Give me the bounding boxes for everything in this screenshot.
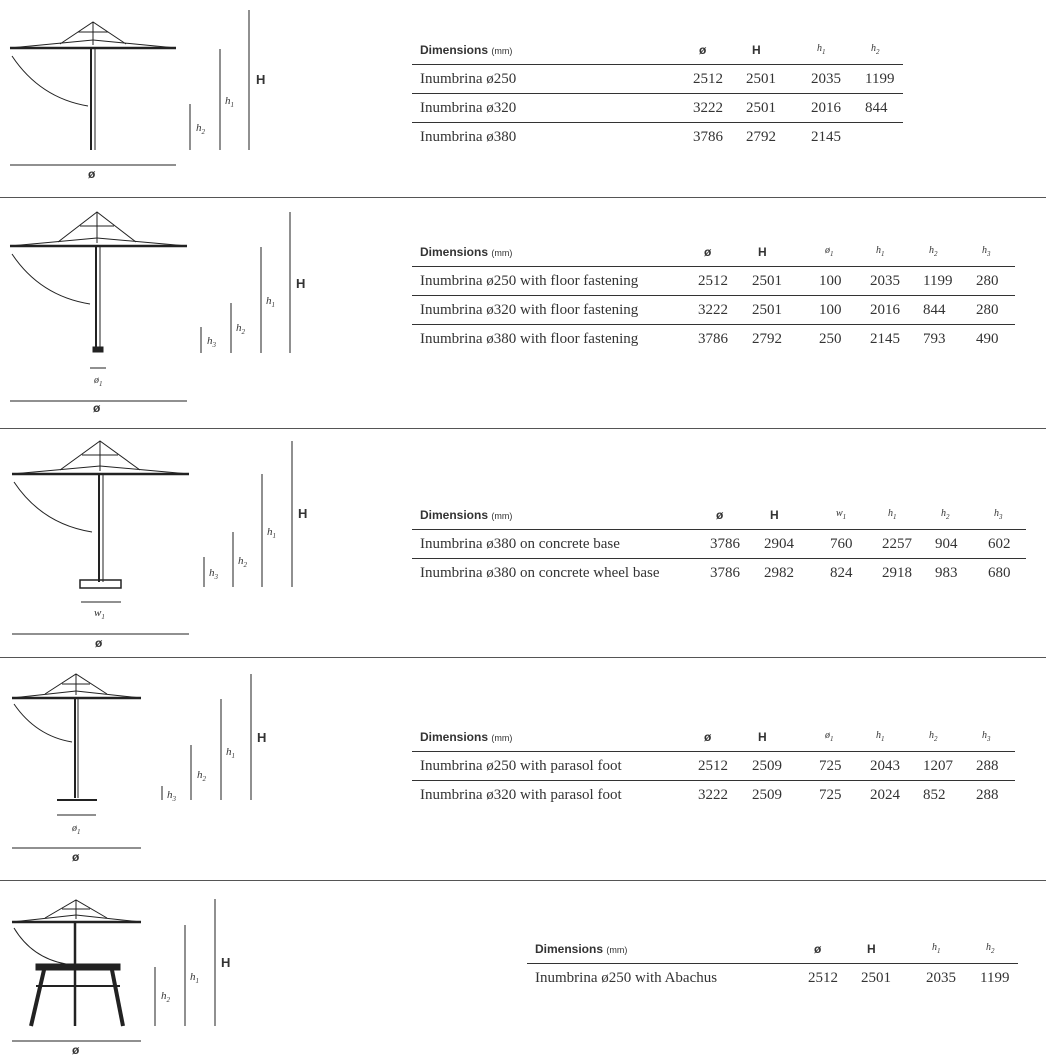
table-cell: 2501 (752, 302, 782, 318)
dimensions-table (412, 240, 1015, 353)
column-header: $h_2$ (941, 508, 950, 521)
table-cell: 2918 (882, 565, 912, 581)
row-label: Inumbrina ø250 with floor fastening (420, 273, 639, 289)
table-cell: 2512 (698, 758, 728, 774)
table-title: Dimensions (mm) (420, 245, 513, 259)
table-header (412, 38, 903, 65)
table-row (412, 325, 1015, 353)
height-label: H (298, 506, 308, 521)
section-divider (0, 428, 1046, 429)
dimensions-table (412, 725, 1015, 809)
base-diameter-label: $ø_1$ (94, 375, 103, 388)
height-label: H (221, 955, 231, 970)
diameter-label: ø (93, 401, 101, 415)
table-cell: 852 (923, 787, 946, 803)
row-label: Inumbrina ø250 (420, 71, 517, 87)
row-label: Inumbrina ø380 with floor fastening (420, 331, 639, 347)
section-divider (0, 657, 1046, 658)
row-label: Inumbrina ø380 (420, 129, 517, 145)
diameter-label: ø (72, 1043, 80, 1057)
column-header: $h_2$ (929, 730, 938, 743)
table-title: Dimensions (mm) (420, 43, 513, 57)
table-cell: 288 (976, 758, 999, 774)
table-row (412, 296, 1015, 325)
table-cell: 2982 (764, 565, 794, 581)
row-label: Inumbrina ø250 with Abachus (535, 970, 718, 986)
column-header: $h_2$ (871, 43, 880, 56)
h1-label: $h_1$ (266, 295, 275, 309)
table-cell: 2512 (698, 273, 728, 289)
table-cell: 3222 (698, 787, 728, 803)
table-cell: 2792 (746, 129, 776, 145)
h2-label: $h_2$ (161, 990, 170, 1004)
column-header: $h_1$ (876, 730, 885, 743)
table-cell: 725 (819, 787, 842, 803)
table-cell: 2509 (752, 787, 782, 803)
column-header: $w_1$ (836, 508, 847, 521)
table-header (412, 240, 1015, 267)
row-label: Inumbrina ø320 with parasol foot (420, 787, 622, 803)
h3-label: $h_3$ (207, 335, 216, 349)
umbrella-drawing-5 (12, 899, 215, 1041)
table-cell: 680 (988, 565, 1011, 581)
column-header: ø (704, 730, 712, 744)
table-row (412, 94, 903, 123)
section-divider (0, 197, 1046, 198)
table-cell: 3786 (698, 331, 728, 347)
height-label: H (296, 276, 306, 291)
table-cell: 100 (819, 273, 842, 289)
h1-label: $h_1$ (226, 746, 235, 760)
width-label: $w_1$ (94, 607, 105, 621)
table-cell: 1199 (980, 970, 1010, 986)
diameter-label: ø (95, 636, 103, 650)
table-cell: 2501 (746, 71, 776, 87)
table-cell: 2035 (811, 71, 841, 87)
diameter-label: ø (72, 850, 80, 864)
column-header: $ø_1$ (825, 245, 834, 258)
column-header: ø (716, 508, 724, 522)
table-cell: 280 (976, 273, 999, 289)
table-title: Dimensions (mm) (535, 942, 628, 956)
table-row (412, 65, 903, 94)
row-label: Inumbrina ø320 (420, 100, 517, 116)
table-cell: 2512 (693, 71, 723, 87)
table-cell: 1199 (923, 273, 953, 289)
table-cell: 3786 (710, 536, 740, 552)
h1-label: $h_1$ (225, 95, 234, 109)
column-header: ø (704, 245, 712, 259)
diameter-label: ø (88, 167, 96, 181)
column-header: $h_3$ (982, 245, 991, 258)
table-cell: 844 (923, 302, 946, 318)
table-cell: 2509 (752, 758, 782, 774)
table-cell: 490 (976, 331, 999, 347)
umbrella-drawing-2 (10, 212, 290, 401)
column-header: H (770, 508, 779, 522)
column-header: $h_1$ (888, 508, 897, 521)
umbrella-drawing-4 (12, 674, 251, 848)
h2-label: $h_2$ (236, 322, 245, 336)
row-label: Inumbrina ø380 on concrete wheel base (420, 565, 660, 581)
table-cell: 2257 (882, 536, 912, 552)
table-row (412, 781, 1015, 809)
table-title: Dimensions (mm) (420, 730, 513, 744)
h3-label: $h_3$ (209, 567, 218, 581)
table-row (412, 530, 1026, 559)
height-label: H (257, 730, 267, 745)
table-header (527, 937, 1018, 964)
table-cell: 2792 (752, 331, 782, 347)
table-cell: 904 (935, 536, 958, 552)
row-label: Inumbrina ø320 with floor fastening (420, 302, 639, 318)
table-cell: 2512 (808, 970, 838, 986)
table-cell: 2501 (752, 273, 782, 289)
column-header: $ø_1$ (825, 730, 834, 743)
table-cell: 602 (988, 536, 1011, 552)
h1-label: $h_1$ (190, 971, 199, 985)
column-header: $h_1$ (932, 942, 941, 955)
table-cell: 288 (976, 787, 999, 803)
table-row (527, 964, 1018, 992)
table-cell: 2043 (870, 758, 900, 774)
umbrella-drawing-1 (10, 10, 249, 165)
table-cell: 2904 (764, 536, 794, 552)
row-label: Inumbrina ø250 with parasol foot (420, 758, 622, 774)
table-cell: 844 (865, 100, 888, 116)
table-header (412, 503, 1026, 530)
umbrella-drawing-3 (12, 441, 292, 634)
dimensions-table (527, 937, 1018, 992)
table-cell: 280 (976, 302, 999, 318)
column-header: $h_1$ (817, 43, 826, 56)
column-header: ø (699, 43, 707, 57)
h2-label: $h_2$ (196, 122, 205, 136)
h3-label: $h_3$ (167, 789, 176, 803)
table-cell: 824 (830, 565, 853, 581)
table-cell: 250 (819, 331, 842, 347)
column-header: $h_3$ (994, 508, 1003, 521)
table-row (412, 752, 1015, 781)
dimensions-table (412, 503, 1026, 587)
dimensions-table (412, 38, 903, 151)
h2-label: $h_2$ (238, 555, 247, 569)
table-cell: 2035 (926, 970, 956, 986)
table-row (412, 559, 1026, 587)
column-header: $h_1$ (876, 245, 885, 258)
table-cell: 2501 (861, 970, 891, 986)
table-cell: 793 (923, 331, 946, 347)
table-cell: 3222 (698, 302, 728, 318)
table-cell: 2501 (746, 100, 776, 116)
table-cell: 2035 (870, 273, 900, 289)
table-row (412, 123, 903, 151)
table-cell: 2016 (811, 100, 841, 116)
table-row (412, 267, 1015, 296)
height-label: H (256, 72, 266, 87)
table-cell: 1199 (865, 71, 895, 87)
table-cell: 100 (819, 302, 842, 318)
table-title: Dimensions (mm) (420, 508, 513, 522)
table-cell: 2145 (870, 331, 900, 347)
h1-label: $h_1$ (267, 526, 276, 540)
table-cell: 983 (935, 565, 958, 581)
column-header: ø (814, 942, 822, 956)
row-label: Inumbrina ø380 on concrete base (420, 536, 620, 552)
table-cell: 2145 (811, 129, 841, 145)
column-header: $h_2$ (986, 942, 995, 955)
table-cell: 2016 (870, 302, 900, 318)
h2-label: $h_2$ (197, 769, 206, 783)
column-header: H (758, 245, 767, 259)
table-cell: 1207 (923, 758, 953, 774)
table-cell: 3222 (693, 100, 723, 116)
base-diameter-label: $ø_1$ (72, 823, 81, 836)
column-header: H (758, 730, 767, 744)
table-cell: 3786 (693, 129, 723, 145)
column-header: H (752, 43, 761, 57)
table-cell: 2024 (870, 787, 900, 803)
table-header (412, 725, 1015, 752)
column-header: $h_2$ (929, 245, 938, 258)
column-header: H (867, 942, 876, 956)
section-divider (0, 880, 1046, 881)
table-cell: 725 (819, 758, 842, 774)
table-cell: 760 (830, 536, 853, 552)
column-header: $h_3$ (982, 730, 991, 743)
table-cell: 3786 (710, 565, 740, 581)
